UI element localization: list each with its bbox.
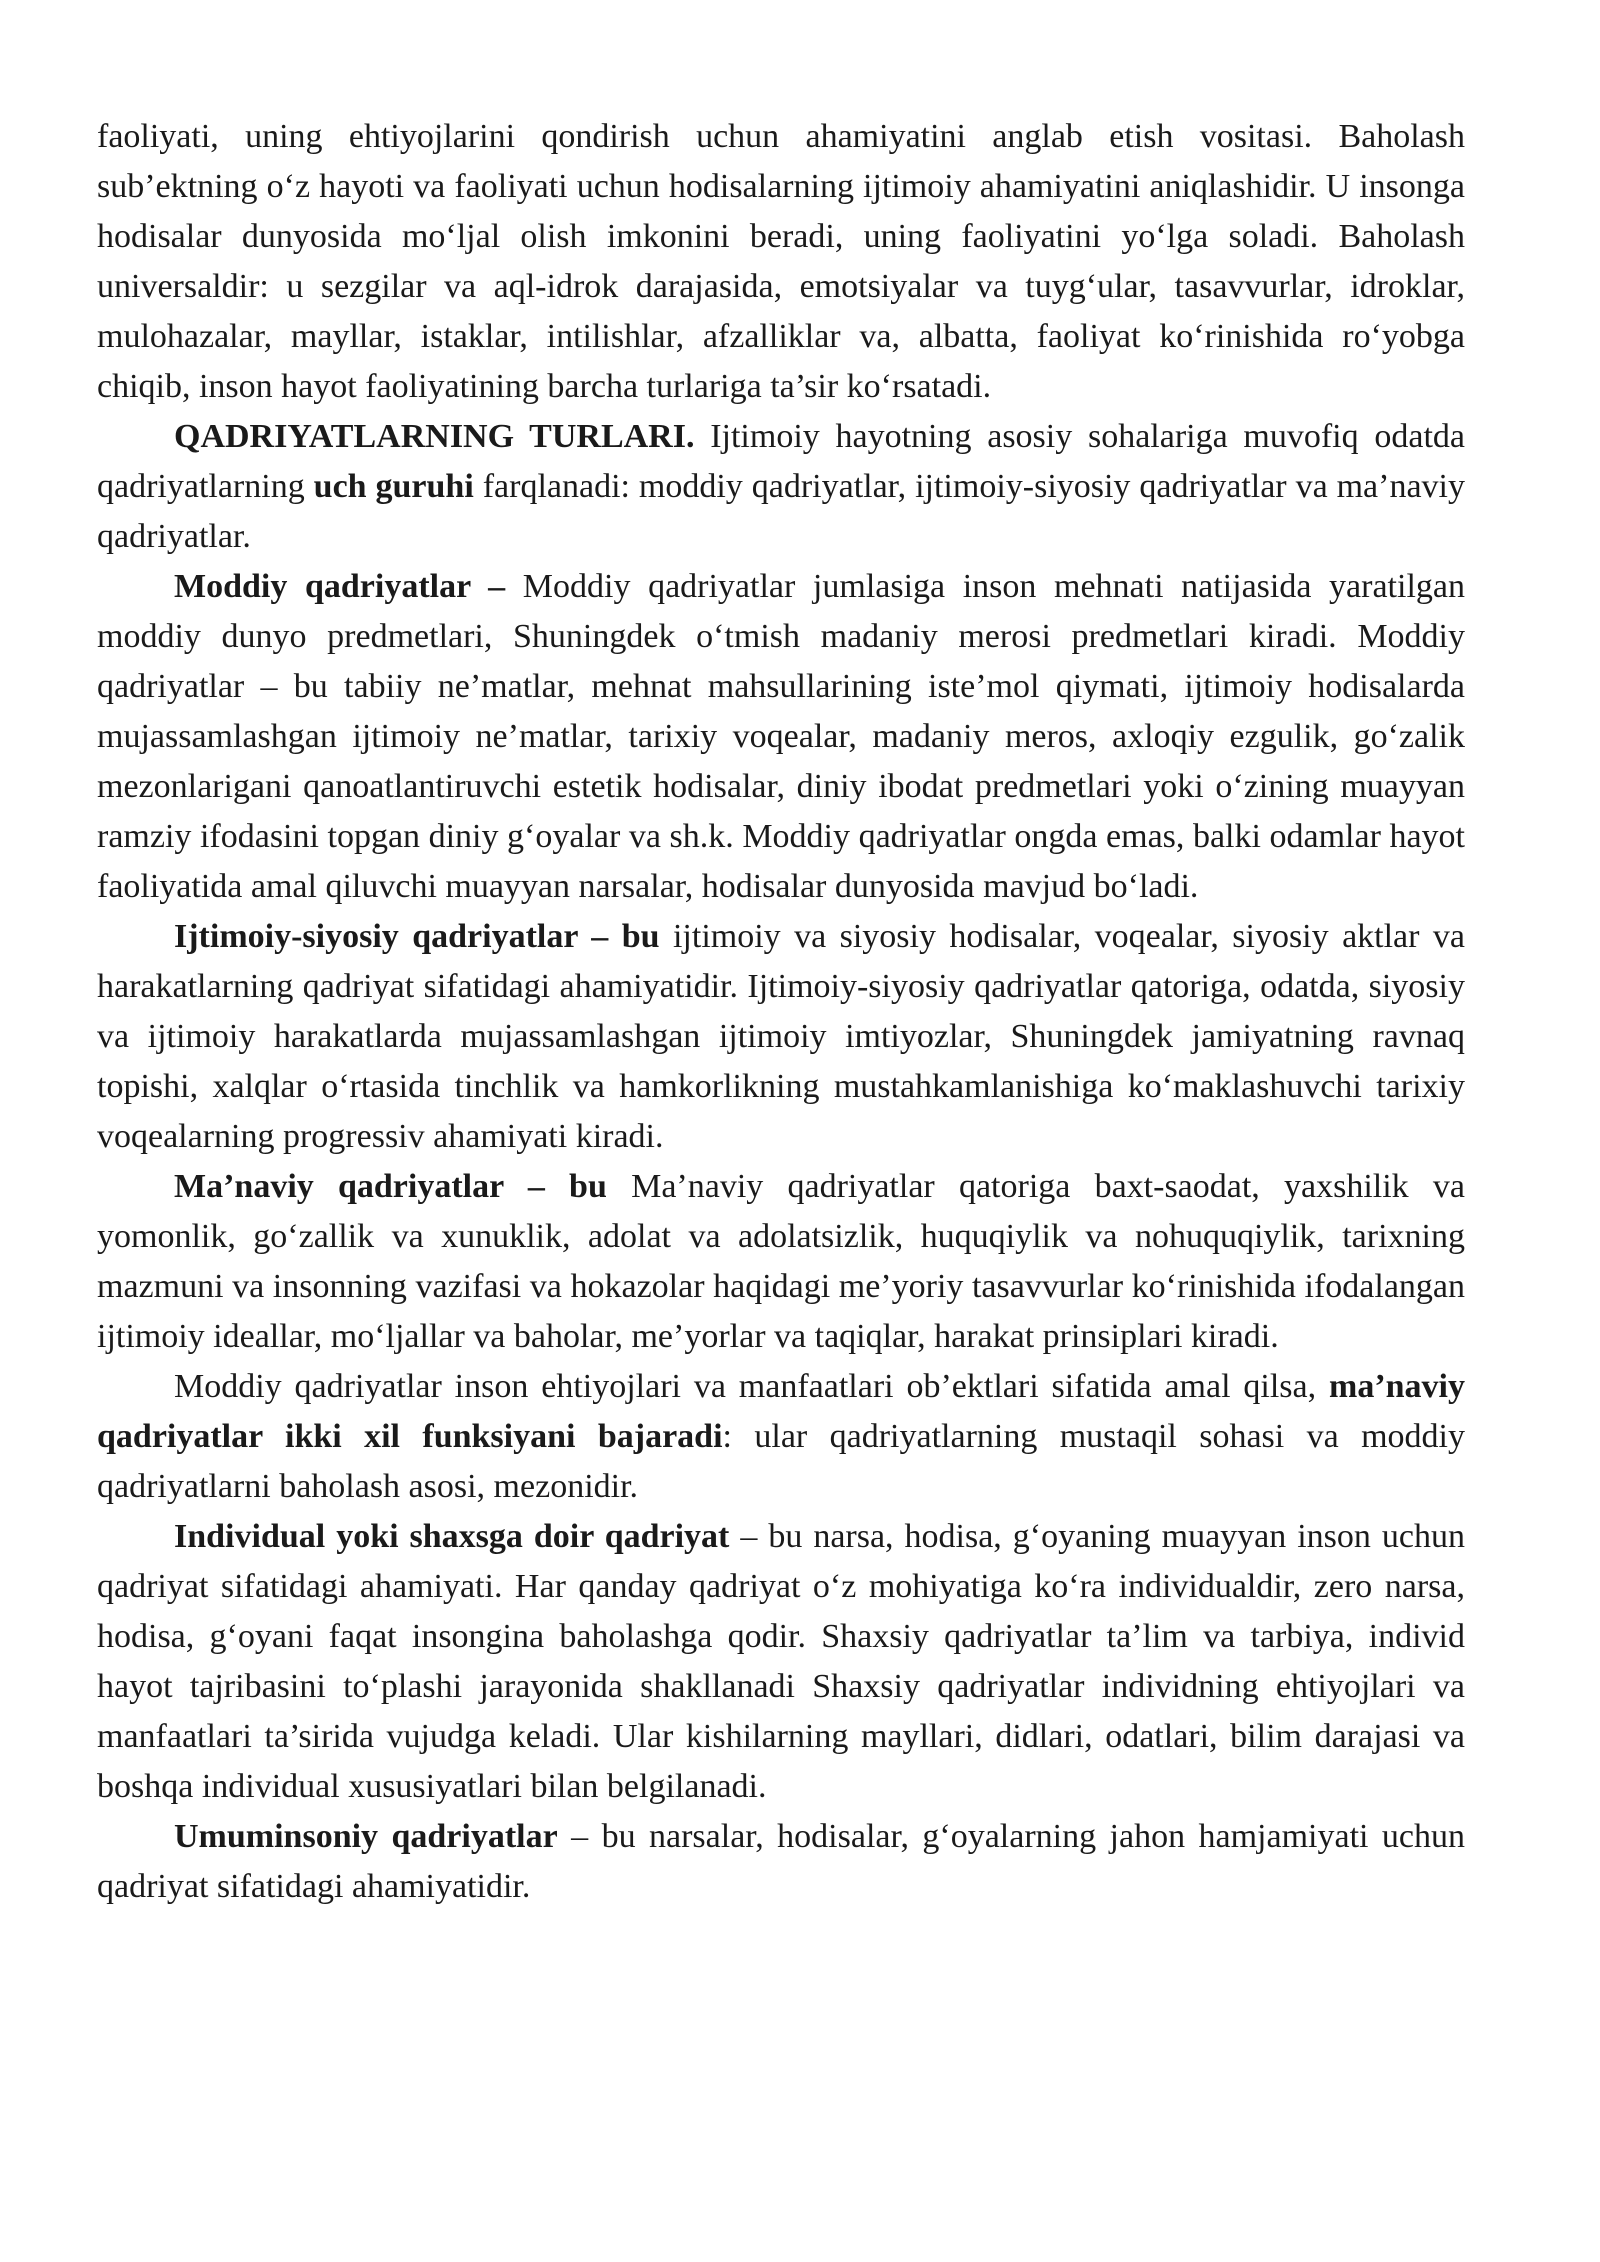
emphasis-text: uch guruhi [313,468,474,505]
paragraph-individual-qadriyat [97,1512,1465,1812]
term-heading: Ma’naviy qadriyatlar – bu [174,1168,607,1205]
paragraph-manaviy-qadriyatlar [97,1162,1465,1362]
paragraph-ijtimoiy-siyosiy [97,912,1465,1162]
paragraph-text: : ular qadriyatlarning mustaqil sohasi va moddiy qadriyatlarni baholash asosi, mezonidir. [97,1418,1465,1505]
term-heading: Moddiy qadriyatlar – [174,568,506,605]
paragraph-text: Moddiy qadriyatlar inson ehtiyojlari va manfaatlari ob’ektlari sifatida amal qilsa, [174,1368,1329,1405]
paragraph-text: faoliyati, uning ehtiyojlarini qondirish uchun ahamiyatini anglab etish vositasi. Baholash sub’ektning o‘z hayoti va faoliyati uchun hodisalarning ijtimoiy ahamiyatini aniqlashidir. U insonga hodisalar dunyosida mo‘ljal olish imkonini beradi, uning faoliyatini yo‘lga soladi. Baholash universaldir: u sezgilar va aql-idrok darajasida, emotsiyalar va tuyg‘ular, tasavvurlar, idroklar, mulohazalar, mayllar, istaklar, intilishlar, afzalliklar va, albatta, faoliyat ko‘rinishida ro‘yobga chiqib, inson hayot faoliyatining barcha turlariga ta’sir ko‘rsatadi. [97,118,1465,405]
paragraph-text: Ijtimoiy hayotning asosiy sohalariga muvofiq odatda qadriyatlarning [97,418,1465,505]
emphasis-text: ma’naviy qadriyatlar ikki xil funksiyani bajaradi [97,1368,1465,1455]
paragraph-text: ijtimoiy va siyosiy hodisalar, voqealar, siyosiy aktlar va harakatlarning qadriyat sifatidagi ahamiyatidir. Ijtimoiy-siyosiy qadriyatlar qatoriga, odatda, siyosiy va ijtimoiy harakatlarda mujassamlashgan ijtimoiy imtiyozlar, Shuningdek jamiyatning ravnaq topishi, xalqlar o‘rtasida tinchlik va hamkorlikning mustahkamlanishiga ko‘maklashuvchi tarixiy voqealarning progressiv ahamiyati kiradi. [97,918,1466,1155]
term-heading: Umuminsoniy qadriyatlar [174,1818,558,1855]
paragraph-text: – bu narsalar, hodisalar, g‘oyalarning jahon hamjamiyati uchun qadriyat sifatidagi ahamiyatidir. [97,1818,1465,1905]
document-page [97,112,1465,1912]
paragraph-text: – bu narsa, hodisa, g‘oyaning muayyan inson uchun qadriyat sifatidagi ahamiyati. Har qanday qadriyat o‘z mohiyatiga ko‘ra individualdir, zero narsa, hodisa, g‘oyani faqat insongina baholashga qodir. Shaxsiy qadriyatlar ta’lim va tarbiya, individ hayot tajribasini to‘plashi jarayonida shakllanadi Shaxsiy qadriyatlar individning ehtiyojlari va manfaatlari ta’sirida vujudga keladi. Ular kishilarning mayllari, didlari, odatlari, bilim darajasi va boshqa individual xususiyatlari bilan belgilanadi. [97,1518,1465,1805]
paragraph-text: Ma’naviy qadriyatlar qatoriga baxt-saodat, yaxshilik va yomonlik, go‘zallik va xunuklik, adolat va adolatsizlik, huquqiylik va nohuquqiylik, tarixning mazmuni va insonning vazifasi va hokazolar haqidagi me’yoriy tasavvurlar ko‘rinishida ifodalangan ijtimoiy ideallar, mo‘ljallar va baholar, me’yorlar va taqiqlar, harakat prinsiplari kiradi. [97,1168,1465,1355]
paragraph-qadriyatlar-turlari [97,412,1465,562]
section-heading: QADRIYATLARNING TURLARI. [174,418,695,455]
paragraph-ikki-xil-funksiya [97,1362,1465,1512]
paragraph-text: farqlanadi: moddiy qadriyatlar, ijtimoiy-siyosiy qadriyatlar va ma’naviy qadriyatlar. [97,468,1465,555]
term-heading: Individual yoki shaxsga doir qadriyat [174,1518,730,1555]
term-heading: Ijtimoiy-siyosiy qadriyatlar – bu [174,918,660,955]
paragraph-umuminsoniy-qadriyatlar [97,1812,1465,1912]
paragraph-baholash [97,112,1465,412]
paragraph-moddiy-qadriyatlar [97,562,1465,912]
paragraph-text: Moddiy qadriyatlar jumlasiga inson mehnati natijasida yaratilgan moddiy dunyo predmetlari, Shuningdek o‘tmish madaniy merosi predmetlari kiradi. Moddiy qadriyatlar – bu tabiiy ne’matlar, mehnat mahsullarining iste’mol qiymati, ijtimoiy hodisalarda mujassamlashgan ijtimoiy ne’matlar, tarixiy voqealar, madaniy meros, axloqiy ezgulik, go‘zalik mezonlarigani qanoatlantiruvchi estetik hodisalar, diniy ibodat predmetlari yoki o‘zining muayyan ramziy ifodasini topgan diniy g‘oyalar va sh.k. Moddiy qadriyatlar ongda emas, balki odamlar hayot faoliyatida amal qiluvchi muayyan narsalar, hodisalar dunyosida mavjud bo‘ladi. [97,568,1465,905]
